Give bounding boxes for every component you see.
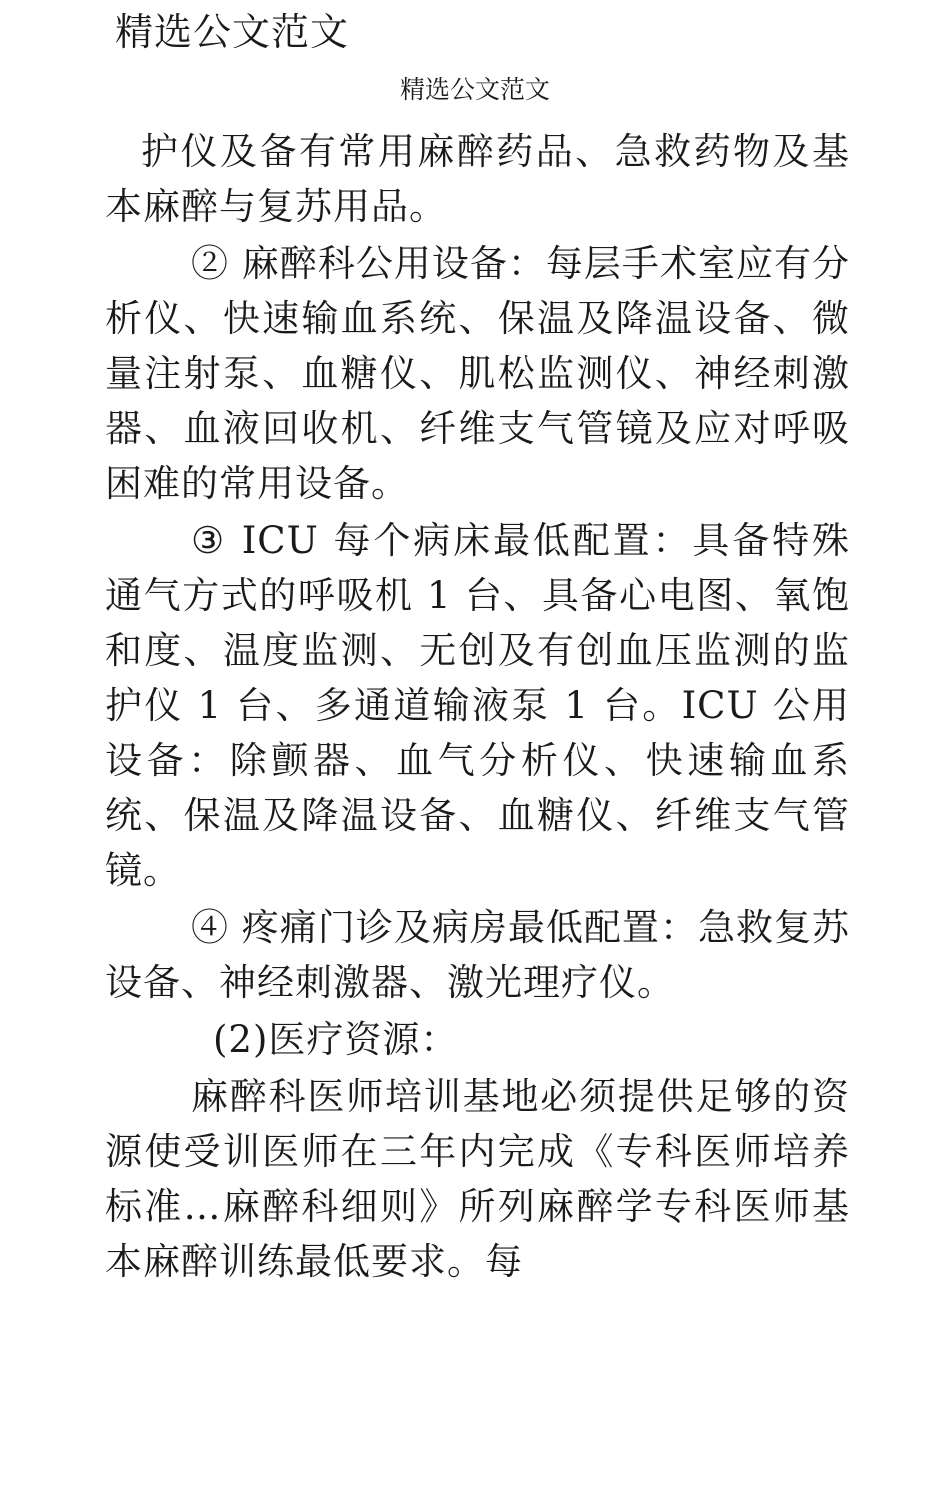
paragraph-4: ④ 疼痛门诊及病房最低配置：急救复苏设备、神经刺激器、激光理疗仪。 — [105, 906, 850, 1004]
document-body — [105, 124, 850, 1289]
paragraph-2: ② 麻醉科公用设备：每层手术室应有分析仪、快速输血系统、保温及降温设备、微量注射泵、血糖仪、肌松监测仪、神经刺激器、血液回收机、纤维支气管镜及应对呼吸困难的常用设备。 — [105, 242, 850, 505]
top-title: 精选公文范文 — [115, 10, 350, 54]
header-title: 精选公文范文 — [399, 75, 550, 104]
paragraph-5: (2)医疗资源： — [213, 1018, 459, 1061]
paragraph-3: ③ ICU 每个病床最低配置：具备特殊通气方式的呼吸机 1 台、具备心电图、氧饱和度、温度监测、无创及有创血压监测的监护仪 1 台、多通道输液泵 1 台。ICU 公用设备：除颤器、血气分析仪、快速输血系统、保温及降温设备、血糖仪、纤维支气管镜。 — [105, 519, 850, 892]
paragraph-6: 麻醉科医师培训基地必须提供足够的资源使受训医师在三年内完成《专科医师培养标准…麻醉科细则》所列麻醉学专科医师基本麻醉训练最低要求。每 — [105, 1075, 850, 1283]
paragraph-1: 护仪及备有常用麻醉药品、急救药物及基本麻醉与复苏用品。 — [105, 130, 850, 228]
